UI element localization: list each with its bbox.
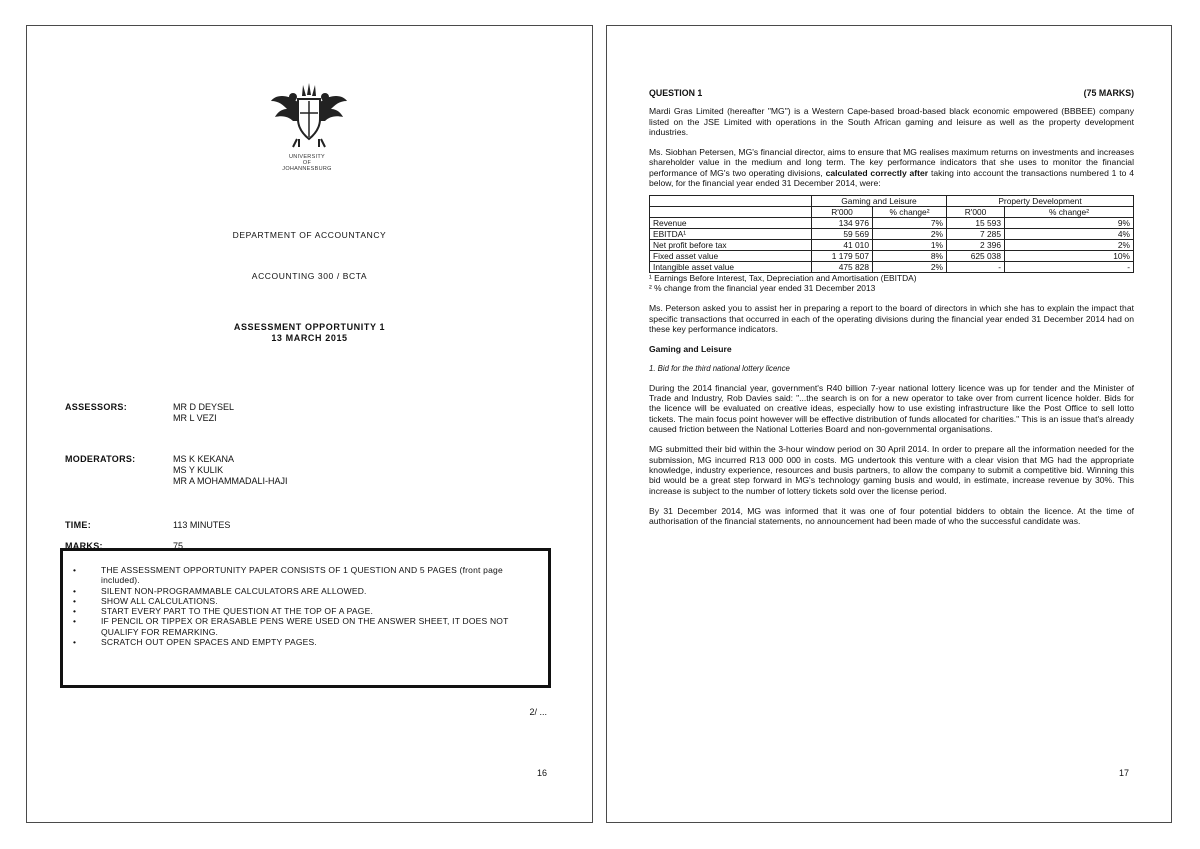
page-number: 16 [536,768,547,778]
question-content [649,88,1134,536]
assessment-title: ASSESSMENT OPPORTUNITY 1 [233,322,386,332]
bullet-icon: • [73,595,77,606]
assessment-date: 13 MARCH 2015 [271,333,348,343]
table-cell: 1% [873,240,947,251]
table-cell: 1 179 507 [812,251,873,262]
bullet-icon: • [73,585,77,596]
table-cell: 2% [873,229,947,240]
instructions-box [60,548,551,688]
page-number: 17 [1118,768,1129,778]
table-subheader: % change² [1005,207,1134,218]
table-subheader: % change² [873,207,947,218]
item-heading: 1. Bid for the third national lottery licence [649,363,790,373]
time-value: 113 MINUTES [173,520,231,530]
intro-paragraph: Mardi Gras Limited (hereafter "MG") is a Western Cape-based broad-based black economic empowered (BBBEE) company listed on the JSE Limited with operations in the South African gaming and leisure as well as the property development industries. [649,106,1134,137]
page-continuation: 2/ ... [529,707,547,717]
table-row [650,229,1134,240]
table-group-header: Gaming and Leisure [812,196,947,207]
table-cell: 625 038 [947,251,1005,262]
assessors-label: ASSESSORS: [65,402,128,412]
time-label: TIME: [65,520,91,530]
table-subheader: R'000 [812,207,873,218]
moderators-list: MS K KEKANA MS Y KULIK MR A MOHAMMADALI-HAJI [173,454,288,486]
row-label: EBITDA¹ [650,229,812,240]
kpi-table [649,195,1134,273]
table-cell: 7 285 [947,229,1005,240]
row-label: Intangible asset value [650,262,812,273]
lottery-paragraph: During the 2014 financial year, government's R40 billion 7-year national lottery licence was up for tender and the Minister of Trade and Industry, Rob Davies said: "...the search is on for a new operator to take over from current licence holder. Bids for the licence will be evaluated on creative ideas, especially how to use existing infrastructure like the Post Office to sell lotto tickets. The main focus point however will be effective distribution of funds allocated for charities." This is an issue that's already caused friction between the National Lotteries Board and non-governmental organisations. [649,382,1134,435]
table-row [650,207,1134,218]
row-label: Fixed asset value [650,251,812,262]
bid-paragraph: MG submitted their bid within the 3-hour window period on 30 April 2014. In order to prepare all the information needed for the submission, MG incurred R13 000 000 in costs. MG undertook this venture with a clear vision that MG had the appropriate knowledge, industry experience, resources and busis partners, to allow the company to submit a competitive bid. Winning this bid would be a great step forward in MG's technology gaming busis and would, in estimate, increase revenue by 30%. This increase is subject to the number of lottery tickets sold over the license period. [649,444,1134,496]
instruction-item: • IF PENCIL OR TIPPEX OR ERASABLE PENS WERE USED ON THE ANSWER SHEET, IT DOES NOT QUALIFY FOR REMARKING. [73,616,509,637]
question-header [649,88,1134,98]
table-cell: 8% [873,251,947,262]
row-label: Revenue [650,218,812,229]
question-page [606,25,1172,823]
department-name: DEPARTMENT OF ACCOUNTANCY [232,230,387,240]
footnote: ¹ Earnings Before Interest, Tax, Depreciation and Amortisation (EBITDA) [649,273,917,284]
course-name: ACCOUNTING 300 / BCTA [251,271,368,281]
marks-value: 75 [173,541,184,551]
table-cell: 10% [1005,251,1134,262]
instruction-item: • THE ASSESSMENT OPPORTUNITY PAPER CONSISTS OF 1 QUESTION AND 5 PAGES (front page included). [73,565,503,586]
table-subheader: R'000 [947,207,1005,218]
instruction-item: • SILENT NON-PROGRAMMABLE CALCULATORS ARE ALLOWED. [73,585,367,596]
assessors-list: MR D DEYSEL MR L VEZI [173,402,235,423]
question-title: QUESTION 1 [649,88,703,98]
table-cell: 4% [1005,229,1134,240]
table-cell: 41 010 [812,240,873,251]
table-cell: 59 569 [812,229,873,240]
table-cell: 2 396 [947,240,1005,251]
table-cell: 15 593 [947,218,1005,229]
bullet-icon: • [73,565,77,575]
footnote: ² % change from the financial year ended 31 December 2013 [649,283,876,294]
table-cell: 134 976 [812,218,873,229]
outcome-paragraph: By 31 December 2014, MG was informed that it was one of four potential bidders to obtain the licence. At the time of authorisation of the financial statements, no announcement had been made of who the successful candidate was. [649,505,1134,527]
instruction-item: • SHOW ALL CALCULATIONS. [73,595,218,606]
table-cell: 7% [873,218,947,229]
kpi-paragraph: Ms. Siobhan Petersen, MG's financial director, aims to ensure that MG realises maximum returns on investments and increases shareholder value in the medium and long term. The key performance indicators that she uses to monitor the financial performance of MG's two operating divisions, calculated correctly after taking into account the transactions numbered 1 to 4 below, for the financial year ended 31 December 2014, were: [649,147,1134,189]
section-heading: Gaming and Leisure [649,344,732,355]
table-cell: 2% [873,262,947,273]
marks-label: MARKS: [65,541,103,551]
moderators-label: MODERATORS: [65,454,136,464]
university-crest-logo [269,81,349,151]
table-row [650,251,1134,262]
table-cell: - [1005,262,1134,273]
bullet-icon: • [73,637,77,648]
row-label: Net profit before tax [650,240,812,251]
exam-cover-page [26,25,593,823]
question-marks: (75 MARKS) [1083,88,1134,98]
university-name: UNIVERSITY OF JOHANNESBURG [282,154,332,172]
table-row [650,218,1134,229]
table-row [650,240,1134,251]
table-cell: 9% [1005,218,1134,229]
report-paragraph: Ms. Peterson asked you to assist her in preparing a report to the board of directors in which she has to explain the impact that specific transactions that occurred in each of the operating divisions during the financial year ended 31 December 2014 had on these key performance indicators. [649,303,1134,334]
table-row [650,196,1134,207]
table-row [650,262,1134,273]
bullet-icon: • [73,616,77,627]
table-group-header: Property Development [947,196,1134,207]
instruction-item: • SCRATCH OUT OPEN SPACES AND EMPTY PAGES. [73,637,317,648]
table-cell: 2% [1005,240,1134,251]
instruction-item: • START EVERY PART TO THE QUESTION AT THE TOP OF A PAGE. [73,606,374,617]
table-cell: - [947,262,1005,273]
bullet-icon: • [73,606,77,617]
table-cell: 475 828 [812,262,873,273]
